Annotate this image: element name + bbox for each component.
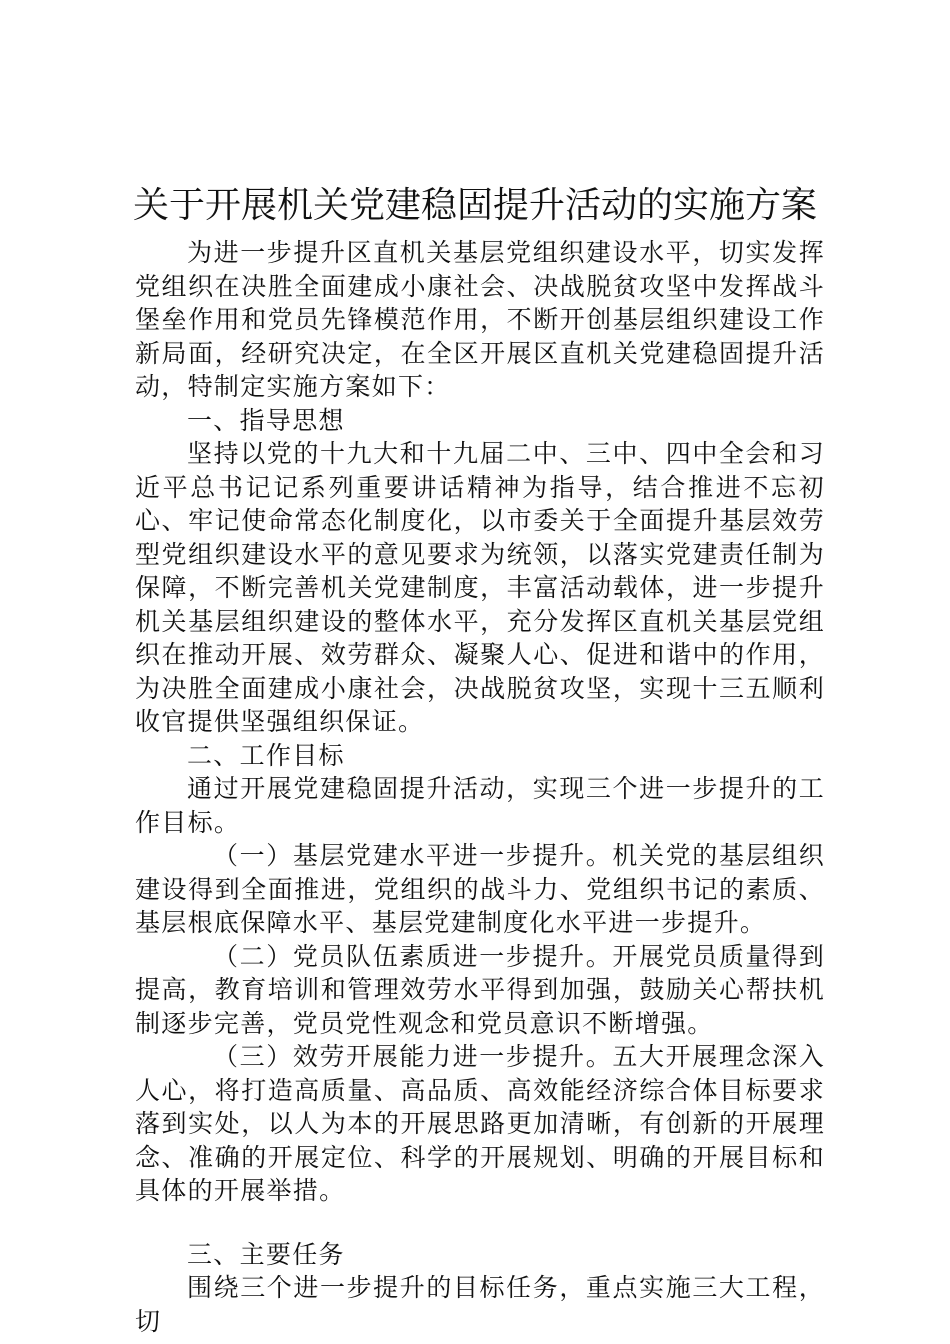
- main-tasks-paragraph: 围绕三个进一步提升的目标任务，重点实施三大工程，切: [135, 1273, 825, 1336]
- goal-item-2: （二）党员队伍素质进一步提升。开展党员质量得到提高，教育培训和管理效劳水平得到加强，鼓励关心帮扶机制逐步完善，党员党性观念和党员意识不断增强。: [135, 941, 825, 1038]
- goal-item-1: （一）基层党建水平进一步提升。机关党的基层组织建设得到全面推进，党组织的战斗力、党组织书记的素质、基层根底保障水平、基层党建制度化水平进一步提升。: [135, 841, 825, 937]
- guiding-ideology-paragraph: 坚持以党的十九大和十九届二中、三中、四中全会和习近平总书记记系列重要讲话精神为指导，结合推进不忘初心、牢记使命常态化制度化，以市委关于全面提升基层效劳型党组织建设水平的意见要求为统领，以落实党建责任制为保障，不断完善机关党建制度，丰富活动载体，进一步提升机关基层组织建设的整体水平，充分发挥区直机关基层党组织在推动开展、效劳群众、凝聚人心、促进和谐中的作用，为决胜全面建成小康社会，决战脱贫攻坚，实现十三五顺利收官提供坚强组织保证。: [135, 439, 825, 736]
- goal-item-3: （三）效劳开展能力进一步提升。五大开展理念深入人心，将打造高质量、高品质、高效能经济综合体目标要求落到实处，以人为本的开展思路更加清晰，有创新的开展理念、准确的开展定位、科学的开展规划、明确的开展目标和具体的开展举措。: [135, 1042, 825, 1205]
- paragraph-gap: [135, 1208, 825, 1238]
- work-goals-paragraph: 通过开展党建稳固提升活动，实现三个进一步提升的工作目标。: [135, 774, 825, 837]
- intro-paragraph: 为进一步提升区直机关基层党组织建设水平，切实发挥党组织在决胜全面建成小康社会、决战脱贫攻坚中发挥战斗堡垒作用和党员先锋模范作用，不断开创基层组织建设工作新局面，经研究决定，在全区开展区直机关党建稳固提升活动，特制定实施方案如下：: [135, 238, 825, 401]
- section-heading-main-tasks: 三、主要任务: [187, 1239, 345, 1269]
- section-heading-guiding-ideology: 一、指导思想: [187, 405, 345, 435]
- document-title: 关于开展机关党建稳固提升活动的实施方案: [132, 185, 817, 226]
- document-body: [135, 236, 825, 1338]
- section-heading-work-goals: 二、工作目标: [187, 740, 345, 770]
